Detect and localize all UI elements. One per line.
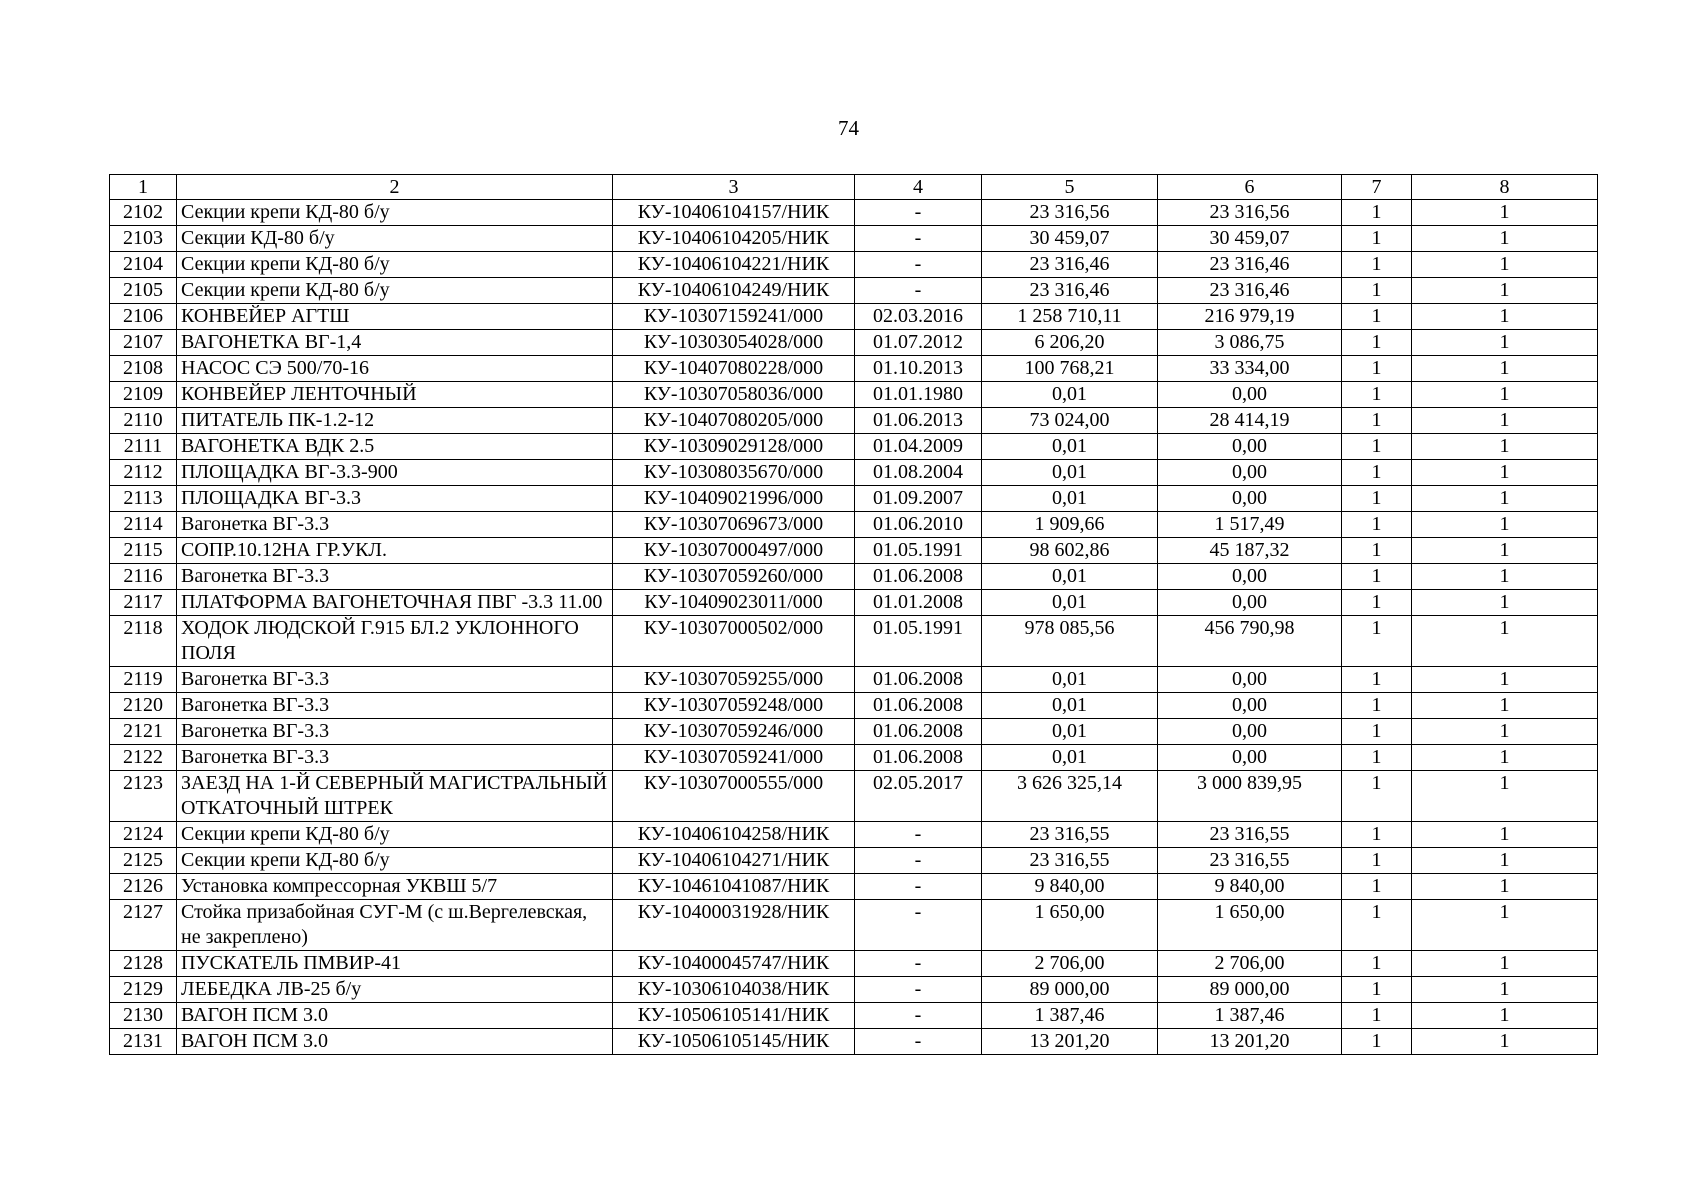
cell-item-name: Вагонетка ВГ-3.3 [177,667,613,693]
cell-initial-cost: 30 459,07 [982,226,1158,252]
cell-date: 01.06.2008 [855,745,982,771]
cell-initial-cost: 89 000,00 [982,977,1158,1003]
cell-row-number: 2119 [110,667,177,693]
cell-date: - [855,900,982,951]
table-row [110,951,1598,977]
cell-initial-cost: 1 387,46 [982,1003,1158,1029]
cell-inventory-code: КУ-10406104205/НИК [613,226,855,252]
cell-initial-cost: 0,01 [982,590,1158,616]
cell-initial-cost: 978 085,56 [982,616,1158,667]
cell-residual-cost: 13 201,20 [1158,1029,1342,1055]
cell-residual-cost: 0,00 [1158,460,1342,486]
cell-row-number: 2110 [110,408,177,434]
cell-residual-cost: 3 086,75 [1158,330,1342,356]
table-row [110,564,1598,590]
cell-residual-cost: 89 000,00 [1158,977,1342,1003]
cell-initial-cost: 0,01 [982,745,1158,771]
cell-inventory-code: КУ-10307000555/000 [613,771,855,822]
cell-row-number: 2108 [110,356,177,382]
cell-initial-cost: 0,01 [982,719,1158,745]
cell-count: 1 [1412,330,1598,356]
cell-inventory-code: КУ-10409023011/000 [613,590,855,616]
cell-initial-cost: 0,01 [982,693,1158,719]
table-row [110,848,1598,874]
cell-item-name: Вагонетка ВГ-3.3 [177,564,613,590]
cell-row-number: 2127 [110,900,177,951]
cell-count: 1 [1412,564,1598,590]
cell-date: - [855,951,982,977]
cell-initial-cost: 0,01 [982,667,1158,693]
table-row [110,745,1598,771]
cell-item-name: ЛЕБЕДКА ЛВ-25 б/у [177,977,613,1003]
cell-row-number: 2118 [110,616,177,667]
cell-count: 1 [1412,719,1598,745]
cell-count: 1 [1412,951,1598,977]
cell-item-name: ПЛОЩАДКА ВГ-3.3 [177,486,613,512]
cell-inventory-code: КУ-10406104249/НИК [613,278,855,304]
table-row [110,822,1598,848]
cell-row-number: 2117 [110,590,177,616]
cell-row-number: 2104 [110,252,177,278]
cell-inventory-code: КУ-10400045747/НИК [613,951,855,977]
cell-quantity: 1 [1342,434,1412,460]
cell-count: 1 [1412,667,1598,693]
cell-quantity: 1 [1342,719,1412,745]
cell-date: 02.03.2016 [855,304,982,330]
cell-initial-cost: 23 316,56 [982,200,1158,226]
cell-inventory-code: КУ-10461041087/НИК [613,874,855,900]
cell-row-number: 2115 [110,538,177,564]
table-row [110,226,1598,252]
table-row [110,278,1598,304]
table-row [110,616,1598,667]
cell-count: 1 [1412,460,1598,486]
cell-initial-cost: 1 258 710,11 [982,304,1158,330]
cell-residual-cost: 0,00 [1158,434,1342,460]
cell-residual-cost: 33 334,00 [1158,356,1342,382]
cell-count: 1 [1412,1003,1598,1029]
cell-item-name: ПИТАТЕЛЬ ПК-1.2-12 [177,408,613,434]
cell-count: 1 [1412,745,1598,771]
column-header: 2 [177,175,613,200]
table-row [110,590,1598,616]
cell-inventory-code: КУ-10307000502/000 [613,616,855,667]
cell-quantity: 1 [1342,278,1412,304]
cell-initial-cost: 73 024,00 [982,408,1158,434]
cell-item-name: ХОДОК ЛЮДСКОЙ Г.915 БЛ.2 УКЛОННОГО ПОЛЯ [177,616,613,667]
cell-date: - [855,874,982,900]
cell-item-name: ЗАЕЗД НА 1-Й СЕВЕРНЫЙ МАГИСТРАЛЬНЫЙ ОТКАТОЧНЫЙ ШТРЕК [177,771,613,822]
cell-row-number: 2103 [110,226,177,252]
cell-date: - [855,977,982,1003]
table-header-row [110,175,1598,200]
cell-inventory-code: КУ-10309029128/000 [613,434,855,460]
cell-quantity: 1 [1342,616,1412,667]
cell-date: 01.01.1980 [855,382,982,408]
cell-date: - [855,1029,982,1055]
cell-inventory-code: КУ-10303054028/000 [613,330,855,356]
cell-row-number: 2113 [110,486,177,512]
cell-count: 1 [1412,1029,1598,1055]
cell-residual-cost: 45 187,32 [1158,538,1342,564]
cell-residual-cost: 30 459,07 [1158,226,1342,252]
cell-count: 1 [1412,356,1598,382]
cell-item-name: КОНВЕЙЕР АГТШ [177,304,613,330]
cell-quantity: 1 [1342,848,1412,874]
cell-residual-cost: 0,00 [1158,486,1342,512]
cell-initial-cost: 0,01 [982,382,1158,408]
cell-date: - [855,252,982,278]
cell-inventory-code: КУ-10406104157/НИК [613,200,855,226]
cell-residual-cost: 0,00 [1158,693,1342,719]
cell-row-number: 2124 [110,822,177,848]
cell-quantity: 1 [1342,874,1412,900]
cell-row-number: 2129 [110,977,177,1003]
cell-count: 1 [1412,278,1598,304]
table-row [110,408,1598,434]
cell-date: 01.10.2013 [855,356,982,382]
cell-quantity: 1 [1342,356,1412,382]
cell-count: 1 [1412,382,1598,408]
cell-item-name: ВАГОН ПСМ 3.0 [177,1029,613,1055]
cell-count: 1 [1412,874,1598,900]
cell-item-name: Секции КД-80 б/у [177,226,613,252]
table-row [110,382,1598,408]
cell-initial-cost: 23 316,55 [982,848,1158,874]
cell-quantity: 1 [1342,382,1412,408]
cell-inventory-code: КУ-10307059260/000 [613,564,855,590]
cell-date: - [855,200,982,226]
cell-row-number: 2121 [110,719,177,745]
table-row [110,977,1598,1003]
cell-count: 1 [1412,512,1598,538]
cell-inventory-code: КУ-10406104258/НИК [613,822,855,848]
cell-inventory-code: КУ-10409021996/000 [613,486,855,512]
cell-count: 1 [1412,693,1598,719]
table-row [110,1003,1598,1029]
cell-initial-cost: 23 316,46 [982,252,1158,278]
cell-initial-cost: 2 706,00 [982,951,1158,977]
cell-date: - [855,278,982,304]
cell-residual-cost: 0,00 [1158,590,1342,616]
column-header: 8 [1412,175,1598,200]
cell-item-name: Вагонетка ВГ-3.3 [177,719,613,745]
cell-residual-cost: 23 316,46 [1158,252,1342,278]
cell-residual-cost: 28 414,19 [1158,408,1342,434]
cell-count: 1 [1412,848,1598,874]
cell-quantity: 1 [1342,200,1412,226]
cell-inventory-code: КУ-10307059241/000 [613,745,855,771]
cell-initial-cost: 0,01 [982,486,1158,512]
cell-row-number: 2126 [110,874,177,900]
cell-inventory-code: КУ-10307058036/000 [613,382,855,408]
cell-count: 1 [1412,252,1598,278]
cell-initial-cost: 3 626 325,14 [982,771,1158,822]
cell-item-name: СОПР.10.12НА ГР.УКЛ. [177,538,613,564]
cell-inventory-code: КУ-10307000497/000 [613,538,855,564]
cell-item-name: Вагонетка ВГ-3.3 [177,745,613,771]
cell-item-name: ПЛОЩАДКА ВГ-3.3-900 [177,460,613,486]
cell-inventory-code: КУ-10407080228/000 [613,356,855,382]
cell-quantity: 1 [1342,745,1412,771]
table-row [110,486,1598,512]
cell-quantity: 1 [1342,330,1412,356]
cell-item-name: Секции крепи КД-80 б/у [177,822,613,848]
cell-initial-cost: 9 840,00 [982,874,1158,900]
column-header: 6 [1158,175,1342,200]
cell-quantity: 1 [1342,900,1412,951]
cell-residual-cost: 1 517,49 [1158,512,1342,538]
cell-quantity: 1 [1342,252,1412,278]
cell-quantity: 1 [1342,304,1412,330]
cell-row-number: 2131 [110,1029,177,1055]
cell-quantity: 1 [1342,512,1412,538]
cell-residual-cost: 23 316,55 [1158,848,1342,874]
cell-row-number: 2125 [110,848,177,874]
cell-count: 1 [1412,434,1598,460]
cell-date: 01.04.2009 [855,434,982,460]
cell-row-number: 2122 [110,745,177,771]
cell-item-name: ПЛАТФОРМА ВАГОНЕТОЧНАЯ ПВГ -3.3 11.00 [177,590,613,616]
cell-row-number: 2105 [110,278,177,304]
cell-residual-cost: 0,00 [1158,745,1342,771]
table-row [110,200,1598,226]
cell-inventory-code: КУ-10400031928/НИК [613,900,855,951]
cell-quantity: 1 [1342,693,1412,719]
cell-residual-cost: 23 316,46 [1158,278,1342,304]
cell-inventory-code: КУ-10506105141/НИК [613,1003,855,1029]
cell-quantity: 1 [1342,977,1412,1003]
cell-initial-cost: 1 650,00 [982,900,1158,951]
cell-inventory-code: КУ-10406104271/НИК [613,848,855,874]
cell-initial-cost: 0,01 [982,564,1158,590]
cell-inventory-code: КУ-10307159241/000 [613,304,855,330]
column-header: 5 [982,175,1158,200]
cell-residual-cost: 1 387,46 [1158,1003,1342,1029]
cell-initial-cost: 1 909,66 [982,512,1158,538]
cell-residual-cost: 0,00 [1158,564,1342,590]
table-row [110,771,1598,822]
table-row [110,356,1598,382]
cell-quantity: 1 [1342,408,1412,434]
cell-date: 01.06.2008 [855,719,982,745]
cell-count: 1 [1412,226,1598,252]
cell-row-number: 2116 [110,564,177,590]
cell-date: - [855,1003,982,1029]
cell-residual-cost: 23 316,55 [1158,822,1342,848]
cell-quantity: 1 [1342,486,1412,512]
cell-quantity: 1 [1342,538,1412,564]
cell-residual-cost: 456 790,98 [1158,616,1342,667]
cell-item-name: НАСОС СЭ 500/70-16 [177,356,613,382]
cell-date: 02.05.2017 [855,771,982,822]
cell-date: 01.06.2008 [855,667,982,693]
table-row [110,434,1598,460]
cell-residual-cost: 3 000 839,95 [1158,771,1342,822]
cell-residual-cost: 1 650,00 [1158,900,1342,951]
cell-residual-cost: 0,00 [1158,667,1342,693]
cell-row-number: 2130 [110,1003,177,1029]
cell-initial-cost: 98 602,86 [982,538,1158,564]
cell-inventory-code: КУ-10407080205/000 [613,408,855,434]
cell-residual-cost: 23 316,56 [1158,200,1342,226]
cell-date: 01.06.2008 [855,693,982,719]
cell-quantity: 1 [1342,590,1412,616]
cell-date: 01.08.2004 [855,460,982,486]
cell-date: 01.05.1991 [855,538,982,564]
cell-quantity: 1 [1342,564,1412,590]
cell-row-number: 2128 [110,951,177,977]
cell-count: 1 [1412,771,1598,822]
cell-residual-cost: 0,00 [1158,382,1342,408]
cell-item-name: КОНВЕЙЕР ЛЕНТОЧНЫЙ [177,382,613,408]
cell-inventory-code: КУ-10506105145/НИК [613,1029,855,1055]
cell-row-number: 2111 [110,434,177,460]
cell-initial-cost: 100 768,21 [982,356,1158,382]
cell-item-name: Установка компрессорная УКВШ 5/7 [177,874,613,900]
column-header: 3 [613,175,855,200]
table-row [110,538,1598,564]
cell-item-name: ВАГОН ПСМ 3.0 [177,1003,613,1029]
cell-inventory-code: КУ-10307059248/000 [613,693,855,719]
cell-row-number: 2112 [110,460,177,486]
cell-initial-cost: 13 201,20 [982,1029,1158,1055]
table-row [110,460,1598,486]
cell-inventory-code: КУ-10306104038/НИК [613,977,855,1003]
table-row [110,330,1598,356]
cell-row-number: 2106 [110,304,177,330]
table-row [110,719,1598,745]
cell-quantity: 1 [1342,1029,1412,1055]
cell-item-name: Стойка призабойная СУГ-М (с ш.Вергелевская, не закреплено) [177,900,613,951]
table-row [110,900,1598,951]
cell-date: - [855,226,982,252]
column-header: 1 [110,175,177,200]
table-row [110,693,1598,719]
cell-date: 01.01.2008 [855,590,982,616]
table-row [110,252,1598,278]
cell-date: 01.07.2012 [855,330,982,356]
cell-count: 1 [1412,822,1598,848]
cell-quantity: 1 [1342,951,1412,977]
column-header: 7 [1342,175,1412,200]
table-row [110,512,1598,538]
cell-item-name: Секции крепи КД-80 б/у [177,848,613,874]
cell-item-name: ВАГОНЕТКА ВГ-1,4 [177,330,613,356]
cell-quantity: 1 [1342,822,1412,848]
cell-residual-cost: 9 840,00 [1158,874,1342,900]
cell-initial-cost: 23 316,46 [982,278,1158,304]
cell-date: - [855,822,982,848]
cell-residual-cost: 0,00 [1158,719,1342,745]
table-row [110,667,1598,693]
cell-date: 01.06.2010 [855,512,982,538]
cell-date: - [855,848,982,874]
table-row [110,1029,1598,1055]
cell-date: 01.06.2008 [855,564,982,590]
cell-initial-cost: 23 316,55 [982,822,1158,848]
cell-item-name: ВАГОНЕТКА ВДК 2.5 [177,434,613,460]
cell-item-name: Секции крепи КД-80 б/у [177,200,613,226]
cell-row-number: 2107 [110,330,177,356]
cell-count: 1 [1412,900,1598,951]
cell-row-number: 2120 [110,693,177,719]
page-number: 74 [838,116,859,140]
cell-count: 1 [1412,486,1598,512]
cell-date: 01.05.1991 [855,616,982,667]
inventory-table [109,174,1598,1055]
cell-inventory-code: КУ-10406104221/НИК [613,252,855,278]
cell-residual-cost: 216 979,19 [1158,304,1342,330]
cell-count: 1 [1412,408,1598,434]
cell-item-name: Вагонетка ВГ-3.3 [177,693,613,719]
cell-count: 1 [1412,977,1598,1003]
column-header: 4 [855,175,982,200]
cell-inventory-code: КУ-10307059255/000 [613,667,855,693]
cell-quantity: 1 [1342,771,1412,822]
cell-date: 01.09.2007 [855,486,982,512]
cell-row-number: 2123 [110,771,177,822]
table-row [110,304,1598,330]
cell-quantity: 1 [1342,667,1412,693]
cell-item-name: Секции крепи КД-80 б/у [177,252,613,278]
cell-item-name: ПУСКАТЕЛЬ ПМВИР-41 [177,951,613,977]
cell-quantity: 1 [1342,460,1412,486]
cell-item-name: Секции крепи КД-80 б/у [177,278,613,304]
cell-inventory-code: КУ-10308035670/000 [613,460,855,486]
cell-count: 1 [1412,200,1598,226]
cell-count: 1 [1412,616,1598,667]
cell-row-number: 2102 [110,200,177,226]
table-row [110,874,1598,900]
cell-count: 1 [1412,304,1598,330]
cell-inventory-code: КУ-10307069673/000 [613,512,855,538]
cell-date: 01.06.2013 [855,408,982,434]
cell-residual-cost: 2 706,00 [1158,951,1342,977]
cell-count: 1 [1412,538,1598,564]
cell-item-name: Вагонетка ВГ-3.3 [177,512,613,538]
cell-initial-cost: 0,01 [982,460,1158,486]
cell-inventory-code: КУ-10307059246/000 [613,719,855,745]
cell-count: 1 [1412,590,1598,616]
cell-quantity: 1 [1342,1003,1412,1029]
cell-initial-cost: 0,01 [982,434,1158,460]
cell-initial-cost: 6 206,20 [982,330,1158,356]
cell-row-number: 2109 [110,382,177,408]
cell-quantity: 1 [1342,226,1412,252]
cell-row-number: 2114 [110,512,177,538]
